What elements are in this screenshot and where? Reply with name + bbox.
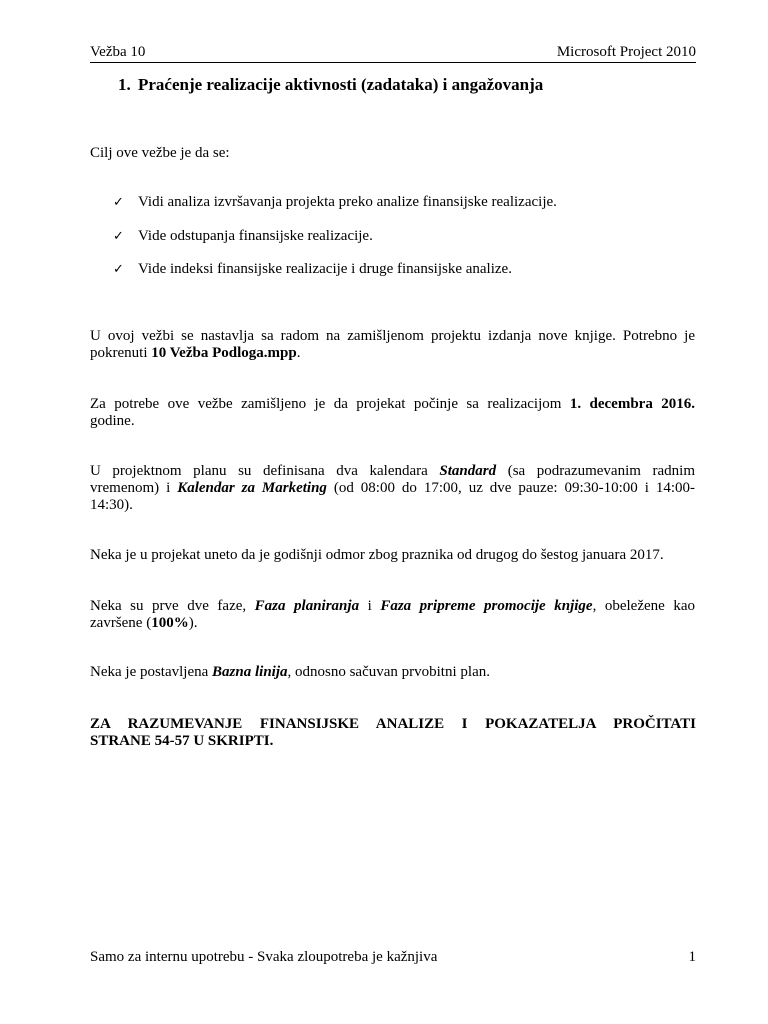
- header-product-label: Microsoft Project 2010: [556, 44, 696, 60]
- text-fragment: .: [296, 345, 301, 361]
- paragraph-line: godine.: [90, 413, 135, 429]
- page-header: [90, 42, 696, 62]
- check-icon: ✓: [113, 195, 124, 210]
- text-fragment: , odnosno sačuvan prvobitni plan.: [287, 664, 490, 680]
- text-fragment: (od 08:00 do 17:00, uz dve pauze: 09:30-10:00 i 14:00-: [326, 480, 695, 496]
- calendar-name: Kalendar za Marketing: [177, 480, 327, 496]
- text-fragment: Neka je postavljena: [90, 664, 213, 680]
- section-title: Praćenje realizacije aktivnosti (zadataka) i angažovanja: [138, 75, 544, 94]
- phase-name: Faza planiranja: [254, 598, 360, 614]
- paragraph-completed-phases: [90, 598, 695, 632]
- completion-percent: 100%: [151, 615, 189, 631]
- paragraph-line: [90, 480, 695, 497]
- baseline-name: Bazna linija: [212, 664, 288, 680]
- paragraph-calendars: [90, 463, 695, 514]
- reading-notice: [90, 716, 696, 750]
- section-heading: [118, 74, 543, 96]
- paragraph-holiday: Neka je u projekat uneto da je godišnji odmor zbog praznika od drugog do šestog januara 2017.: [90, 547, 664, 563]
- text-fragment: pokrenuti: [90, 345, 152, 361]
- text-fragment: vremenom) i: [90, 480, 178, 496]
- text-fragment: U projektnom planu su definisana dva kalendara: [90, 463, 440, 479]
- goal-text: Vide indeksi finansijske realizacije i druge finansijske analize.: [138, 261, 512, 277]
- footer-notice: Samo za internu upotrebu - Svaka zloupotreba je kažnjiva: [90, 949, 438, 965]
- text-fragment: (sa podrazumevanim radnim: [496, 463, 695, 479]
- paragraph-line: [90, 463, 695, 480]
- goal-text: Vidi analiza izvršavanja projekta preko analize finansijske realizacije.: [138, 194, 557, 210]
- check-icon: ✓: [113, 262, 124, 277]
- goal-text: Vide odstupanja finansijske realizacije.: [138, 228, 373, 244]
- text-fragment: , obeležene kao: [592, 598, 695, 614]
- paragraph-line: [90, 598, 695, 615]
- paragraph-project-intro: [90, 328, 695, 362]
- paragraph-baseline: [90, 664, 695, 681]
- notice-line: ZA RAZUMEVANJE FINANSIJSKE ANALIZE I POKAZATELJA PROČITATI: [90, 716, 696, 732]
- text-fragment: i: [359, 598, 381, 614]
- intro-text: Cilj ove vežbe je da se:: [90, 145, 230, 161]
- header-exercise-label: Vežba 10: [90, 44, 146, 60]
- paragraph-line: [90, 615, 197, 631]
- text-fragment: Neka su prve dve faze,: [90, 598, 255, 614]
- notice-line: STRANE 54-57 U SKRIPTI.: [90, 733, 274, 749]
- paragraph-line: 14:30).: [90, 497, 133, 513]
- text-fragment: Za potrebe ove vežbe zamišljeno je da projekat počinje sa realizacijom: [90, 396, 570, 412]
- calendar-name: Standard: [439, 463, 497, 479]
- section-number: 1.: [118, 75, 131, 94]
- goal-item: [113, 228, 373, 245]
- check-icon: ✓: [113, 229, 124, 244]
- phase-name: Faza pripreme promocije knjige: [380, 598, 593, 614]
- start-date: 1. decembra 2016.: [569, 396, 695, 412]
- text-fragment: ).: [188, 615, 198, 631]
- header-divider: [90, 62, 696, 63]
- file-name: 10 Vežba Podloga.mpp: [151, 345, 297, 361]
- paragraph-line: [90, 345, 300, 361]
- page-number: 1: [688, 949, 696, 965]
- paragraph-line: [90, 396, 695, 413]
- paragraph-line: U ovoj vežbi se nastavlja sa radom na zamišljenom projektu izdanja nove knjige. Potrebno je: [90, 328, 695, 344]
- goal-item: [113, 194, 557, 211]
- paragraph-start-date: [90, 396, 695, 430]
- text-fragment: završene (: [90, 615, 152, 631]
- goal-item: [113, 261, 512, 278]
